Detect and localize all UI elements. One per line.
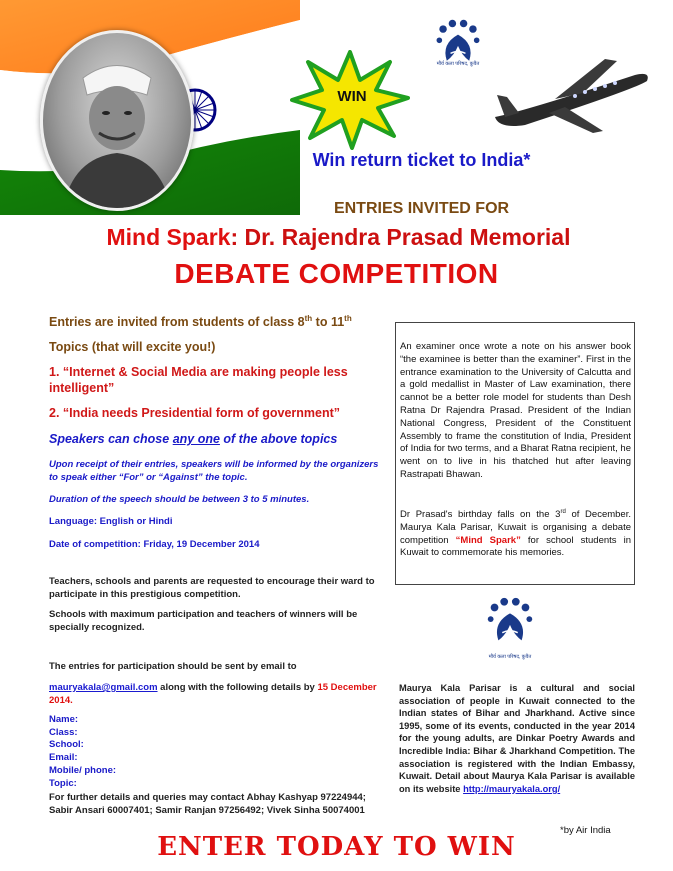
birthday-text-b: of December. Maurya Kala Parisar, Kuwait is organising a debate competition bbox=[400, 508, 631, 546]
entries-class-range bbox=[49, 314, 379, 329]
maurya-kala-parisar-logo-icon-2 bbox=[480, 594, 540, 652]
birthday-text-c: for school students in Kuwait to commemorate his memories. bbox=[400, 534, 632, 559]
schools-note: Schools with maximum participation and teachers of winners will be specially recognized. bbox=[49, 609, 358, 633]
airplane-icon bbox=[485, 55, 655, 135]
topic-2: 2. “India needs Presidential form of government” bbox=[49, 406, 341, 420]
email-follow: along with the following details by bbox=[157, 682, 318, 693]
contacts-note: For further details and queries may contact Abhay Kashyap 97224944; Sabir Ansari 60007401; Samir Ranjan 97256492; Vivek Sinha 50074001 bbox=[49, 792, 366, 816]
deadline: 15 December 2014. bbox=[49, 682, 377, 706]
enter-today-banner: ENTER TODAY TO WIN bbox=[157, 832, 516, 862]
language-note: Language: English or Hindi bbox=[49, 516, 173, 527]
speakers-note bbox=[49, 432, 394, 446]
biography-paragraph: An examiner once wrote a note on his answer book “the examinee is better than the examiner”. First in the entrance examination to the University of Calcutta and a gold medallist in Master of Law examination, there cannot be a better role model for students than Desh Ratna Dr Rajendra Prasad. President of the Indian National Congress, President of the Constituent Assembly to frame the constitution of India, President of India for two terms, and a Bharat Ratna recipient, he went on to live in his thatched hut after leaving Rastrapati Bhawan. bbox=[400, 341, 631, 480]
birthday-text-a: Dr Prasad's birthday falls on the 3 bbox=[400, 508, 561, 520]
field-email: Email: bbox=[49, 752, 78, 764]
about-paragraph bbox=[399, 682, 635, 795]
footnote: *by Air India bbox=[560, 825, 611, 836]
logo-caption: मौर्य कला परिषद, कुवैत bbox=[436, 61, 480, 67]
entries-invited-heading: ENTRIES INVITED FOR bbox=[333, 200, 510, 217]
portrait-dr-rajendra-prasad bbox=[40, 30, 194, 211]
field-mobile: Mobile/ phone: bbox=[49, 764, 117, 776]
teachers-note: Teachers, schools and parents are requested to encourage their ward to participate in this prestigious competition. bbox=[49, 576, 375, 600]
mind-spark-inline: “Mind Spark” bbox=[455, 534, 521, 546]
duration-note: Duration of the speech should be between 3 to 5 minutes. bbox=[49, 494, 310, 505]
entries-mid: to 11 bbox=[312, 315, 345, 330]
email-instructions bbox=[49, 682, 382, 707]
speakers-emphasis: any one bbox=[172, 432, 220, 446]
topics-heading: Topics (that will excite you!) bbox=[49, 340, 216, 354]
entries-text: Entries are invited from students of class 8 bbox=[49, 315, 305, 330]
sup-th-1: th bbox=[304, 314, 313, 323]
email-intro: The entries for participation should be sent by email to bbox=[49, 661, 297, 672]
win-label: WIN bbox=[337, 88, 367, 105]
biography-box bbox=[395, 322, 635, 585]
debate-competition-heading: DEBATE COMPETITION bbox=[174, 258, 499, 289]
sup-rd: rd bbox=[560, 508, 566, 515]
field-topic: Topic: bbox=[49, 777, 77, 789]
field-name: Name: bbox=[49, 714, 79, 725]
title-rest: : Dr. Rajendra Prasad Memorial bbox=[230, 224, 571, 250]
speakers-pre: Speakers can chose bbox=[49, 432, 173, 446]
birthday-paragraph bbox=[400, 506, 631, 560]
sup-th-2: th bbox=[344, 314, 352, 323]
field-school: School: bbox=[49, 739, 84, 751]
speakers-post: of the above topics bbox=[219, 432, 338, 446]
website-link[interactable]: http://mauryakala.org/ bbox=[463, 783, 561, 794]
topic-1: 1. “Internet & Social Media are making people less intelligent” bbox=[49, 365, 348, 395]
field-class: Class: bbox=[49, 726, 78, 738]
logo-caption-2: मौर्य कला परिषद, कुवैत bbox=[488, 654, 532, 660]
receipt-note: Upon receipt of their entries, speakers will be informed by the organizers to speak either “For” or “Against” the topic. bbox=[49, 459, 379, 483]
win-tagline: Win return ticket to India* bbox=[312, 150, 531, 170]
competition-date: Date of competition: Friday, 19 December 2014 bbox=[49, 539, 260, 550]
about-text: Maurya Kala Parisar is a cultural and social association of people in Kuwait connected to the Indian states of Bihar and Jharkhand. Active since 1995, some of its events, conducted in the year 2014 for the young adults, are Dinkar Poetry Awards and Incredible India: Bihar & Jharkhand Competition. The association is registered with the Indian Embassy, Kuwait. Detail about Maurya Kala Parisar is available on its website bbox=[399, 683, 635, 794]
entry-form-fields bbox=[49, 714, 116, 790]
email-link[interactable]: mauryakala@gmail.com bbox=[49, 682, 158, 693]
title-mind-spark: Mind Spark bbox=[106, 224, 231, 250]
page-title bbox=[0, 224, 673, 251]
